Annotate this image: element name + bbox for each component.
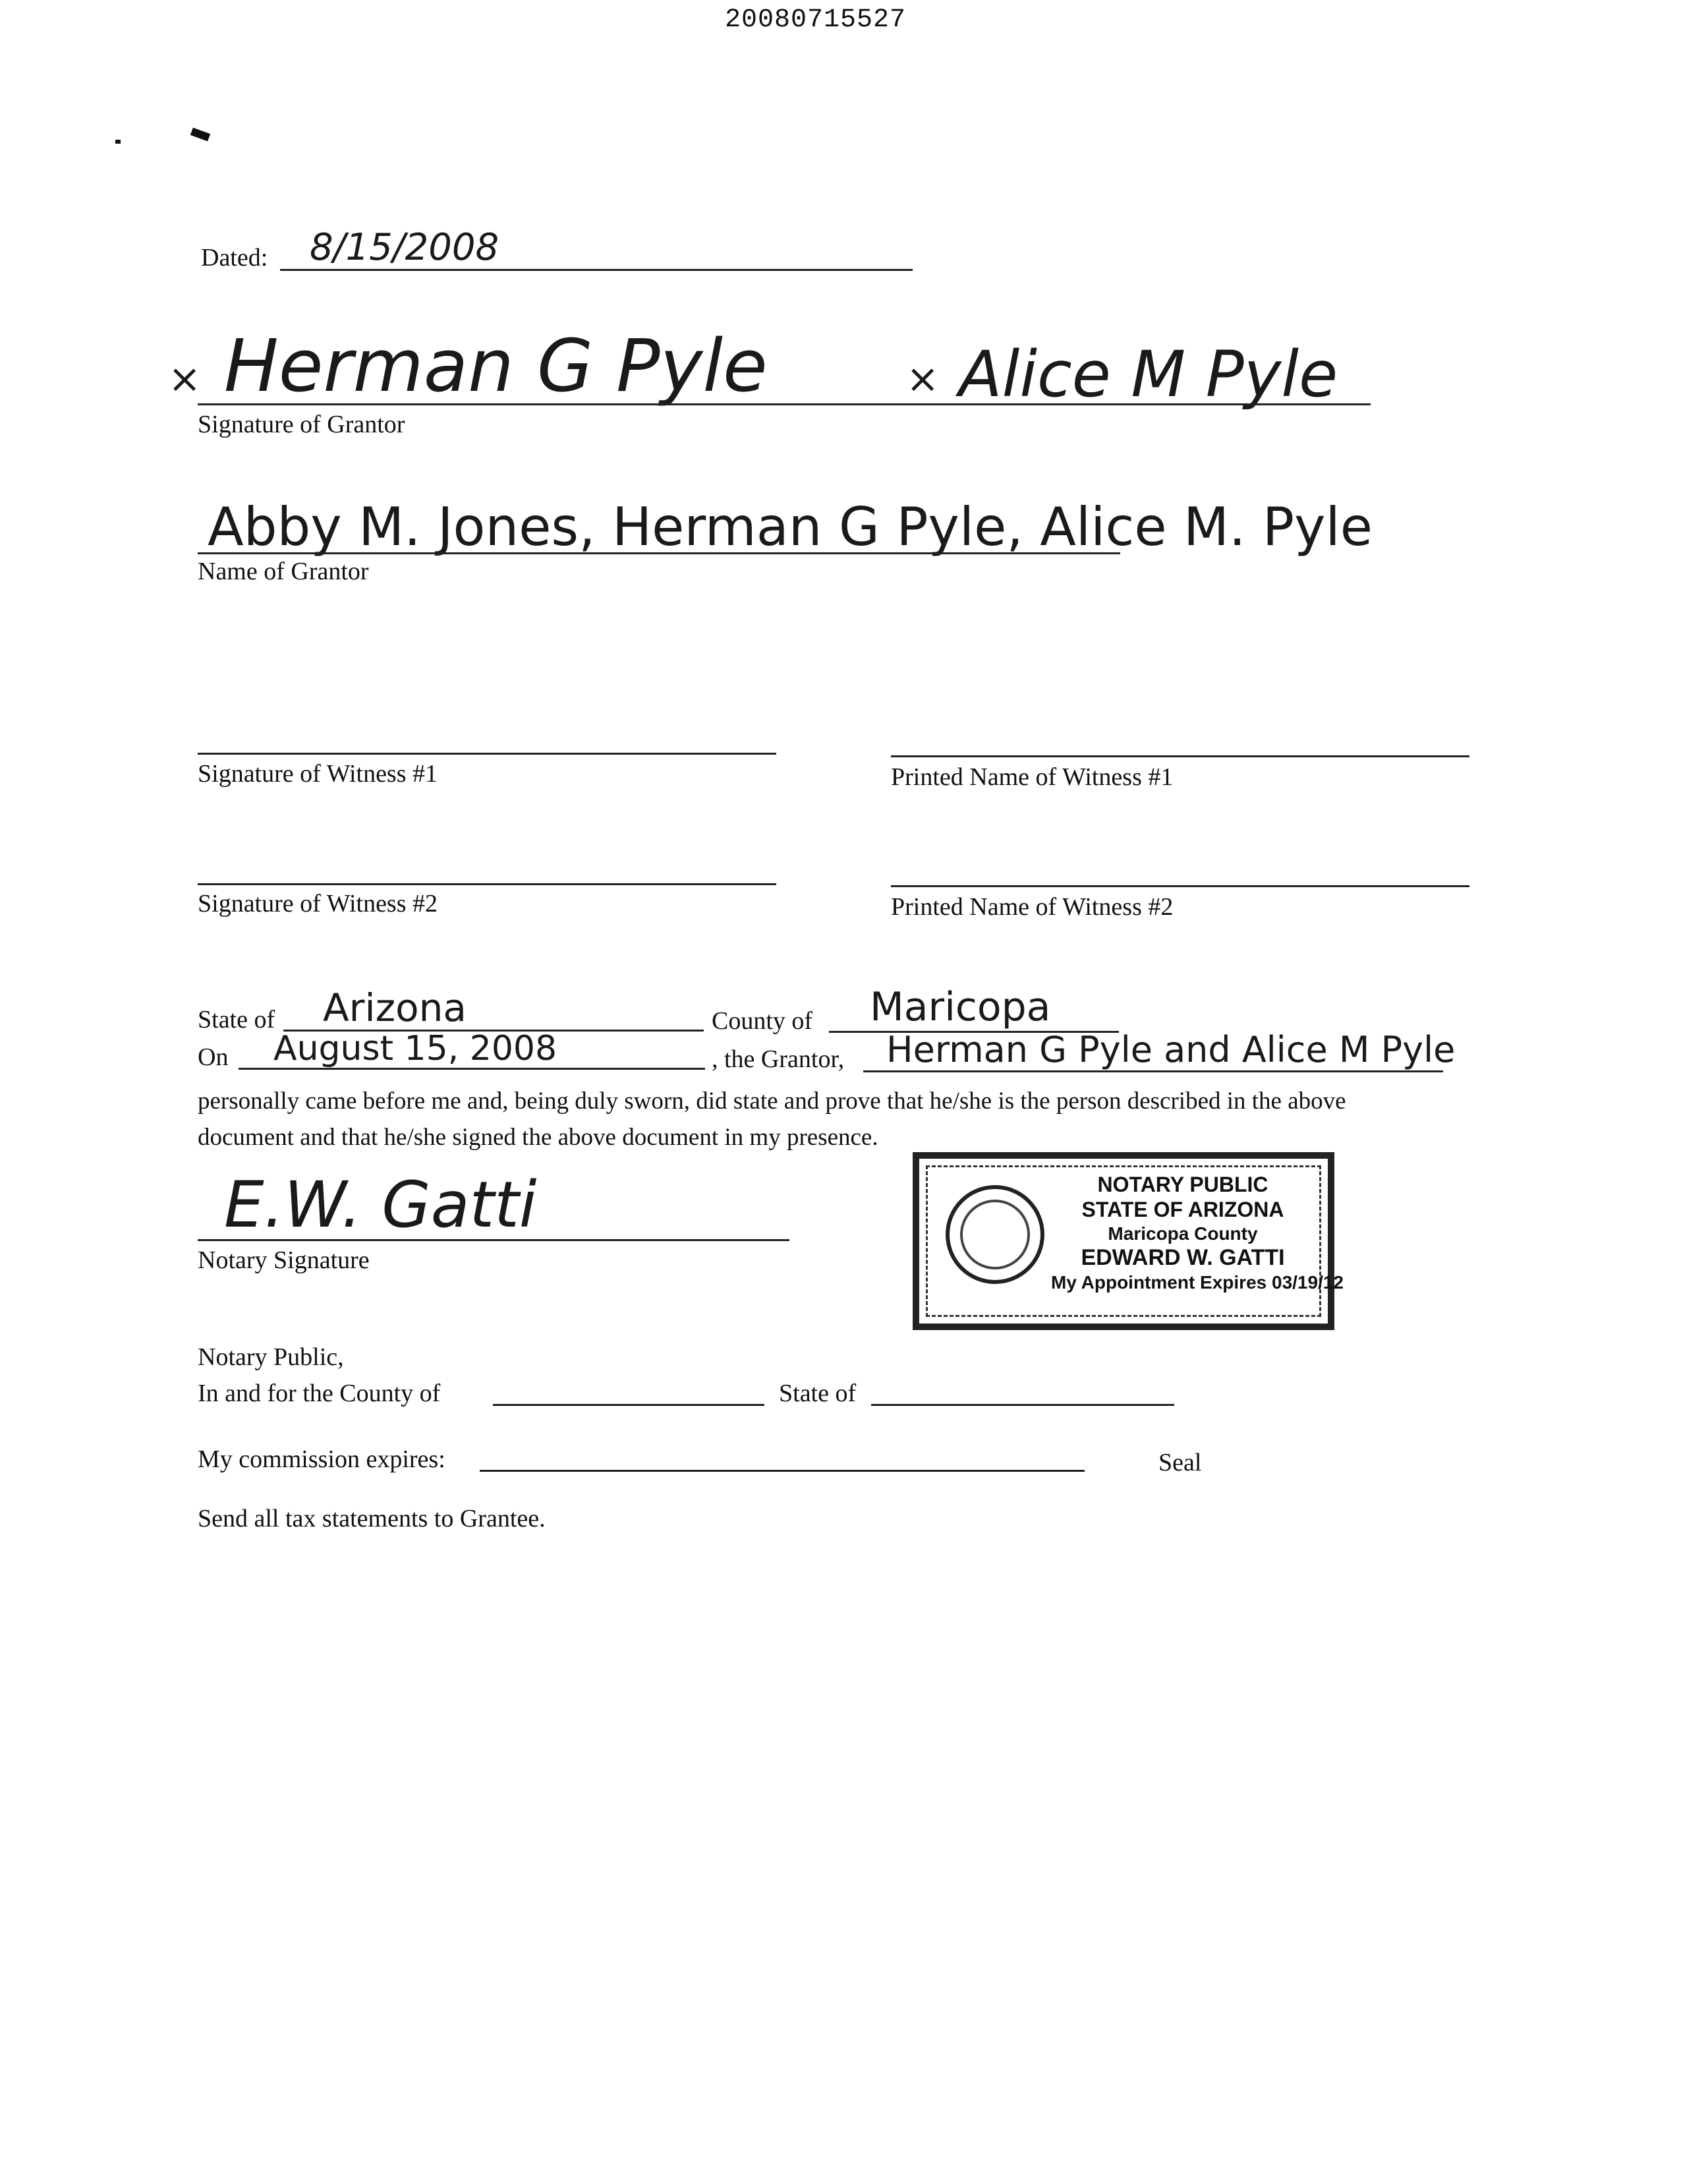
grantor-label: , the Grantor, — [712, 1045, 845, 1073]
commission-line — [480, 1470, 1085, 1472]
grantor-name-value: Abby M. Jones, Herman G Pyle, Alice M. Pyle — [208, 496, 1373, 558]
stamp-line-1: NOTARY PUBLIC — [1097, 1173, 1268, 1196]
ack-date-value: August 15, 2008 — [273, 1029, 557, 1068]
grantor-signature-line — [198, 403, 1371, 405]
notary-county-label: In and for the County of — [198, 1380, 441, 1407]
dated-line — [280, 269, 913, 271]
scan-mark — [115, 140, 121, 144]
document-number: 20080715527 — [725, 5, 907, 35]
notary-state-line — [871, 1404, 1174, 1406]
notary-public-label: Notary Public, — [198, 1343, 344, 1371]
notary-signature: E.W. Gatti — [224, 1168, 537, 1242]
seal-label: Seal — [1158, 1449, 1202, 1476]
stamp-line-3: Maricopa County — [1108, 1223, 1258, 1244]
stamp-line-4: EDWARD W. GATTI — [1081, 1245, 1285, 1271]
grantor-signature-2: Alice M Pyle — [959, 337, 1338, 411]
state-label: State of — [198, 1006, 275, 1033]
on-label: On — [198, 1043, 229, 1071]
county-value: Maricopa — [870, 984, 1051, 1030]
notary-stamp — [913, 1152, 1344, 1330]
witness2-name-line — [891, 885, 1469, 887]
stamp-line-5: My Appointment Expires 03/19/12 — [1051, 1272, 1344, 1293]
dated-value: 8/15/2008 — [310, 226, 499, 269]
witness2-name-label: Printed Name of Witness #2 — [891, 893, 1174, 921]
witness1-signature-line — [198, 753, 776, 755]
signature-mark-1: × — [168, 356, 202, 402]
witness1-name-line — [891, 755, 1469, 757]
witness1-signature-label: Signature of Witness #1 — [198, 760, 438, 788]
witness2-signature-line — [198, 883, 776, 885]
ack-grantor-value: Herman G Pyle and Alice M Pyle — [886, 1029, 1456, 1070]
stamp-text-block — [1051, 1172, 1344, 1294]
scan-mark — [190, 128, 210, 142]
stamp-line-2: STATE OF ARIZONA — [1081, 1198, 1284, 1222]
witness2-signature-label: Signature of Witness #2 — [198, 890, 438, 917]
notary-signature-label: Notary Signature — [198, 1246, 370, 1274]
notary-county-line — [493, 1404, 764, 1406]
grantor-signature-label: Signature of Grantor — [198, 411, 405, 438]
ack-grantor-line — [863, 1070, 1443, 1072]
county-label: County of — [712, 1007, 813, 1035]
grantor-name-line — [198, 552, 1120, 554]
ack-body-line-1: personally came before me and, being duly sworn, did state and prove that he/she is the person described in the above — [198, 1088, 1346, 1115]
commission-label: My commission expires: — [198, 1445, 445, 1473]
state-value: Arizona — [323, 985, 467, 1030]
state-seal-icon — [946, 1185, 1044, 1284]
grantor-signature-1: Herman G Pyle — [224, 324, 768, 408]
signature-mark-2: × — [906, 356, 940, 402]
dated-label: Dated: — [201, 244, 268, 272]
grantor-name-label: Name of Grantor — [198, 558, 369, 585]
tax-statement-note: Send all tax statements to Grantee. — [198, 1505, 546, 1532]
notary-state-label: State of — [779, 1380, 857, 1407]
witness1-name-label: Printed Name of Witness #1 — [891, 763, 1174, 791]
ack-body-line-2: document and that he/she signed the above document in my presence. — [198, 1124, 878, 1151]
notary-signature-line — [198, 1239, 789, 1241]
